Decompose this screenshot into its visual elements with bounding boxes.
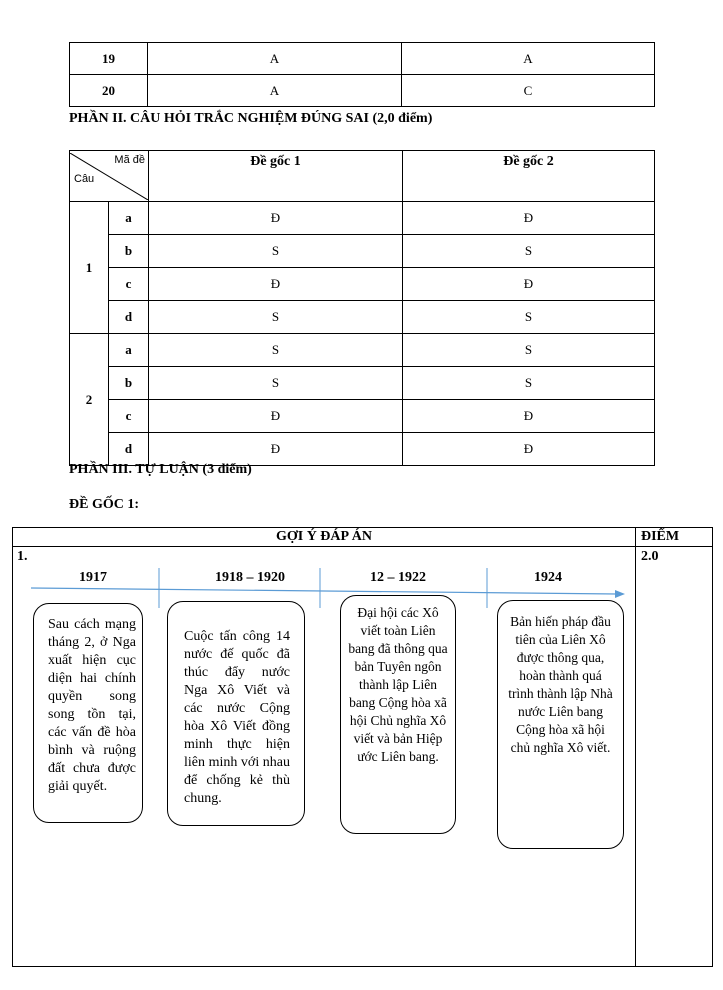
section-heading-part3: PHẦN III. TỰ LUẬN (3 điểm) xyxy=(69,462,252,477)
column-header: Đề gốc 1 xyxy=(149,151,403,202)
question-number: 1 xyxy=(70,202,109,334)
answer-cell: A xyxy=(402,43,655,75)
answer-cell: Đ xyxy=(149,433,403,466)
table-row xyxy=(70,367,655,400)
answer-cell: S xyxy=(149,334,403,367)
sub-question: b xyxy=(109,367,149,400)
corner-label-top: Mã đề xyxy=(114,153,145,166)
table-row xyxy=(70,43,655,75)
score-value: 2.0 xyxy=(641,549,659,564)
answer-cell: A xyxy=(148,43,402,75)
timeline-arrow xyxy=(13,528,635,608)
question-label: 1. xyxy=(17,549,28,564)
column-header: Đề gốc 2 xyxy=(403,151,655,202)
table-row xyxy=(70,301,655,334)
answer-cell: Đ xyxy=(403,433,655,466)
timeline-box: Cuộc tấn công 14 nước đế quốc đã thúc đẩy nước Nga Xô Viết và các nước Cộng hòa Xô Viết đồng minh thực hiện liên minh với nhau để chống kẻ thù chung. xyxy=(167,601,305,826)
timeline-box: Bản hiến pháp đầu tiên của Liên Xô được thông qua, hoàn thành quá trình thành lập Nhà nước Liên bang Cộng hòa xã hội chủ nghĩa Xô viết. xyxy=(497,600,624,849)
answer-cell: S xyxy=(149,367,403,400)
answer-cell: C xyxy=(402,75,655,107)
answer-cell: Đ xyxy=(149,268,403,301)
sub-question: c xyxy=(109,400,149,433)
column-divider xyxy=(635,528,636,966)
timeline-year: 1924 xyxy=(534,570,562,585)
sub-question: c xyxy=(109,268,149,301)
answer-cell: S xyxy=(149,235,403,268)
sub-question: a xyxy=(109,202,149,235)
table-row xyxy=(70,75,655,107)
answer-cell: Đ xyxy=(403,268,655,301)
corner-label-bottom: Câu xyxy=(74,172,95,185)
answer-cell: Đ xyxy=(149,400,403,433)
answer-cell: S xyxy=(149,301,403,334)
answer-cell: S xyxy=(403,367,655,400)
score-header: ĐIỂM xyxy=(641,529,680,544)
answer-guide-table xyxy=(12,527,713,967)
timeline-year: 12 – 1922 xyxy=(370,570,426,585)
table-row xyxy=(70,268,655,301)
answer-table-part2 xyxy=(69,150,655,466)
question-number: 20 xyxy=(70,75,148,107)
table-header-row xyxy=(70,151,655,202)
question-number: 19 xyxy=(70,43,148,75)
answer-cell: S xyxy=(403,301,655,334)
timeline-year: 1918 – 1920 xyxy=(215,570,285,585)
answer-cell: S xyxy=(403,235,655,268)
answer-cell: A xyxy=(148,75,402,107)
section-heading-part2: PHẦN II. CÂU HỎI TRẮC NGHIỆM ĐÚNG SAI (2,0 điểm) xyxy=(69,111,433,126)
sub-question: a xyxy=(109,334,149,367)
answer-cell: Đ xyxy=(403,400,655,433)
sub-question: d xyxy=(109,301,149,334)
timeline-box: Đại hội các Xô viết toàn Liên bang đã thông qua bản Tuyên ngôn thành lập Liên bang Cộng hòa xã hội Chủ nghĩa Xô viết và bản Hiệp ước Liên bang. xyxy=(340,595,456,834)
answer-title: GỢI Ý ĐÁP ÁN xyxy=(275,529,373,544)
sub-heading: ĐỀ GỐC 1: xyxy=(69,497,139,512)
sub-question: d xyxy=(109,433,149,466)
table-row xyxy=(70,334,655,367)
corner-cell xyxy=(70,151,149,202)
question-number: 2 xyxy=(70,334,109,466)
table-row xyxy=(70,400,655,433)
table-row xyxy=(70,433,655,466)
answer-cell: S xyxy=(403,334,655,367)
table-row xyxy=(70,235,655,268)
table-row xyxy=(70,202,655,235)
sub-question: b xyxy=(109,235,149,268)
timeline-year: 1917 xyxy=(79,570,107,585)
answer-cell: Đ xyxy=(149,202,403,235)
timeline-box: Sau cách mạng tháng 2, ở Nga xuất hiện cục diện hai chính quyền song song tồn tại, các vấn đề hòa bình và ruộng đất chưa được giải quyết. xyxy=(33,603,143,823)
answer-table-part1 xyxy=(69,42,655,107)
answer-cell: Đ xyxy=(403,202,655,235)
